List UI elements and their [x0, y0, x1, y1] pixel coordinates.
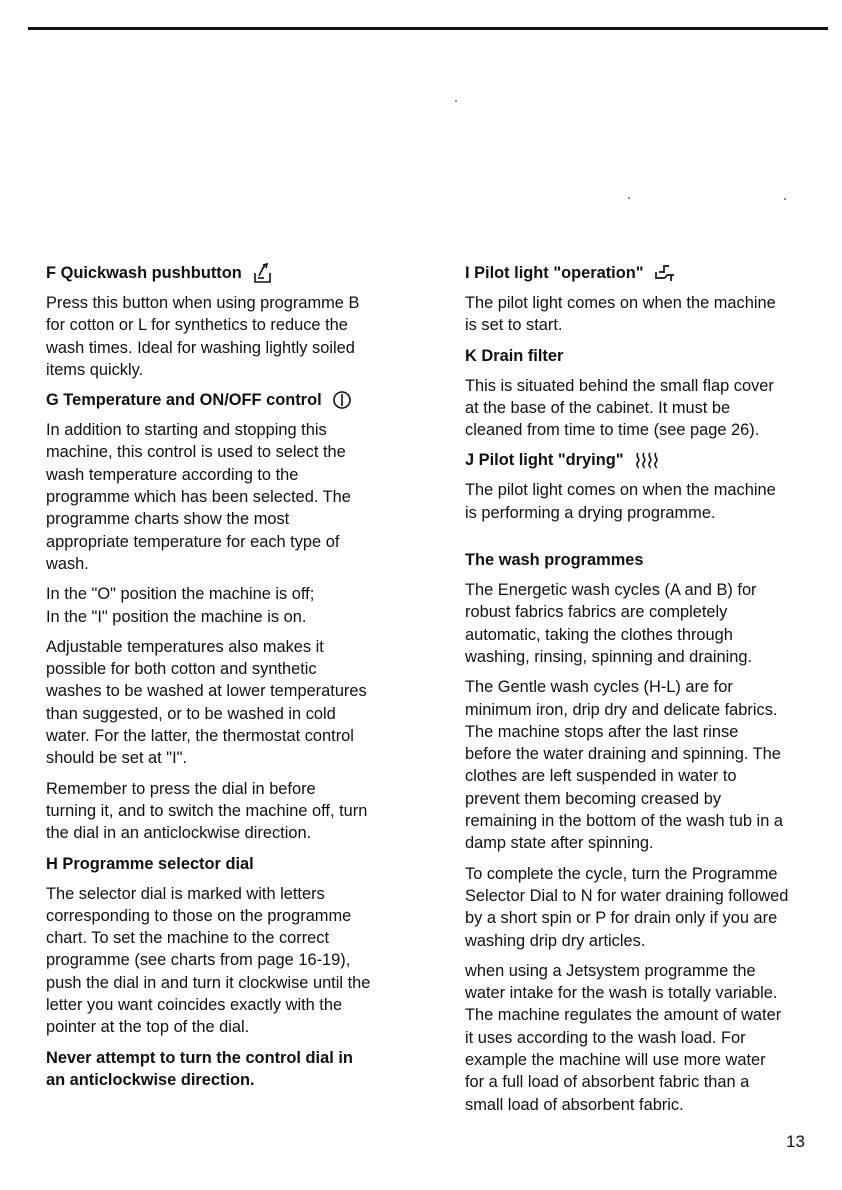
scan-speck — [455, 100, 457, 102]
section-i-operation-light — [465, 262, 831, 337]
section-k-drain-filter — [465, 345, 831, 442]
drying-heat-icon — [634, 451, 662, 469]
section-gap — [465, 532, 831, 549]
section-f-quickwash — [46, 262, 418, 381]
top-rule — [28, 27, 828, 30]
section-heading: K Drain filter — [465, 346, 564, 365]
section-body: The pilot light comes on when the machine is set to start. — [465, 294, 776, 335]
section-body: The selector dial is marked with letters corresponding to those on the programme chart. To set the machine to the correct programme (see charts from page 16-19), push the dial in and turn it clockwise until the letter you want coincides exactly with the pointer at the top of the dial. — [46, 884, 371, 1037]
section-body: when using a Jetsystem programme the water intake for the wash is totally variable. The machine regulates the amount of water it uses according to the wash load. For example the machine will use more water for a full load of absorbent fabric than a small load of absorbent fabric. — [465, 961, 782, 1114]
scan-speck — [628, 197, 630, 199]
warning-text: Never attempt to turn the control dial in an anticlockwise direction. — [46, 1048, 353, 1089]
quickwash-hand-icon — [252, 262, 274, 284]
section-j-drying-light — [465, 449, 831, 524]
section-body: Adjustable temperatures also makes it possible for both cotton and synthetic washes to be washed at lower temperatures than suggested, or to be washed in cold water. For the latter, the thermostat control should be set at "I". — [46, 637, 367, 768]
section-body: In the "O" position the machine is off; In the "I" position the machine is on. — [46, 585, 315, 626]
section-heading: F Quickwash pushbutton — [46, 262, 418, 284]
right-column — [465, 262, 831, 1124]
scan-speck — [784, 198, 786, 200]
section-g-temperature — [46, 389, 418, 844]
operation-tap-icon — [654, 263, 678, 283]
section-body: This is situated behind the small flap cover at the base of the cabinet. It must be cleaned from time to time (see page 26). — [465, 376, 774, 440]
section-body: Press this button when using programme B for cotton or L for synthetics to reduce the wash times. Ideal for washing lightly soiled items quickly. — [46, 294, 360, 379]
section-body: The Gentle wash cycles (H-L) are for minimum iron, drip dry and delicate fabrics. The machine stops after the last rinse before the water draining and spinning. The clothes are left suspended in water to prevent them becoming creased by remaining in the bottom of the wash tub in a damp state after spinning. — [465, 678, 783, 853]
left-column — [46, 262, 418, 1099]
section-body: To complete the cycle, turn the Programme Selector Dial to N for water draining followed by a short spin or P for drain only if you are washing drip dry articles. — [465, 864, 789, 950]
section-body: The Energetic wash cycles (A and B) for robust fabrics fabrics are completely automatic, taking the clothes through washing, rinsing, spinning and draining. — [465, 581, 757, 666]
section-heading: I Pilot light "operation" — [465, 262, 831, 284]
section-heading: The wash programmes — [465, 551, 644, 570]
section-body: Remember to press the dial in before turning it, and to switch the machine off, turn the dial in an anticlockwise direction. — [46, 779, 368, 843]
section-heading: H Programme selector dial — [46, 854, 254, 873]
section-body: In addition to starting and stopping this machine, this control is used to select the wash temperature according to the programme which has been selected. The programme charts show the most appropriate temperature for each type of wash. — [46, 421, 351, 573]
section-body: The pilot light comes on when the machine is performing a drying programme. — [465, 481, 776, 522]
section-h-selector-dial — [46, 853, 418, 1092]
section-heading: G Temperature and ON/OFF control — [46, 389, 418, 411]
section-heading: J Pilot light "drying" — [465, 449, 831, 471]
section-wash-programmes — [465, 549, 831, 1116]
power-symbol-icon — [332, 390, 352, 410]
page-number: 13 — [786, 1132, 805, 1151]
